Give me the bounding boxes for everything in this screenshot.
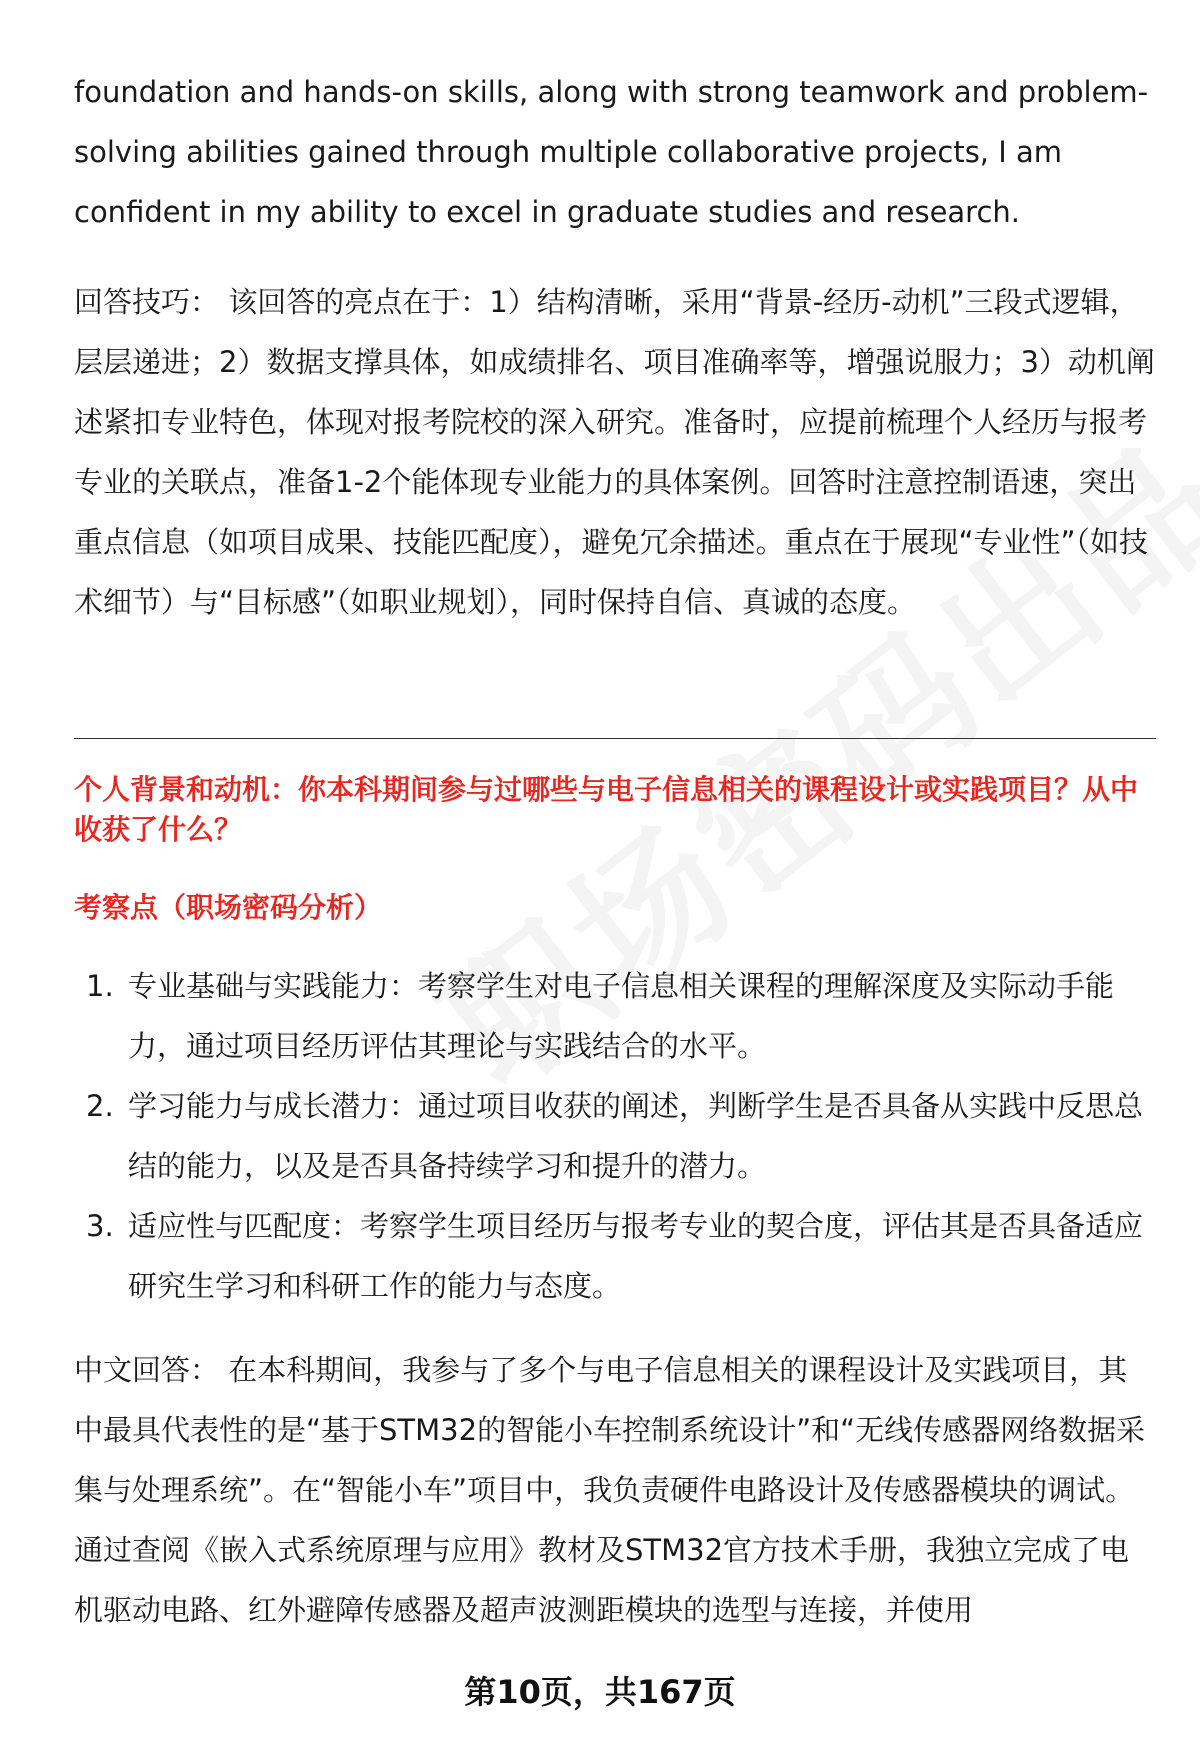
list-item-number: 3.	[86, 1209, 114, 1243]
list-item	[74, 956, 1156, 1076]
page-footer: 第10页，共167页	[464, 1673, 736, 1711]
tips-label: 回答技巧：	[74, 285, 220, 319]
list-item-text: 专业基础与实践能力：考察学生对电子信息相关课程的理解深度及实际动手能力，通过项目经历评估其理论与实践结合的水平。	[128, 969, 1115, 1063]
intro-paragraph: foundation and hands-on skills, along with strong teamwork and problem-solving abilities gained through multiple collaborative projects, I am confident in my ability to excel in graduate studies and research.	[74, 75, 1149, 229]
question-title: 个人背景和动机：你本科期间参与过哪些与电子信息相关的课程设计或实践项目？从中收获了什么？	[74, 773, 1139, 846]
answer-label: 中文回答：	[74, 1353, 220, 1387]
list-item-number: 1.	[86, 969, 114, 1003]
list-item	[74, 1076, 1156, 1196]
list-item-number: 2.	[86, 1089, 114, 1123]
assessment-list	[74, 956, 1156, 1316]
answer-paragraph	[74, 1340, 1156, 1640]
list-item-text: 适应性与匹配度：考察学生项目经历与报考专业的契合度，评估其是否具备适应研究生学习和科研工作的能力与态度。	[128, 1209, 1144, 1303]
assessment-heading: 考察点（职场密码分析）	[74, 891, 383, 924]
answer-text: 在本科期间，我参与了多个与电子信息相关的课程设计及实践项目，其中最具代表性的是“基于STM32的智能小车控制系统设计”和“无线传感器网络数据采集与处理系统”。在“智能小车”项目中，我负责硬件电路设计及传感器模块的调试。通过查阅《嵌入式系统原理与应用》教材及STM32官方技术手册，我独立完成了电机驱动电路、红外避障传感器及超声波测距模块的选型与连接，并使用	[74, 1353, 1146, 1627]
tips-text: 该回答的亮点在于：1）结构清晰，采用“背景-经历-动机”三段式逻辑，层层递进；2）数据支撑具体，如成绩排名、项目准确率等，增强说服力；3）动机阐述紧扣专业特色，体现对报考院校的深入研究。准备时，应提前梳理个人经历与报考专业的关联点，准备1-2个能体现专业能力的具体案例。回答时注意控制语速，突出重点信息（如项目成果、技能匹配度），避免冗余描述。重点在于展现“专业性”（如技术细节）与“目标感”（如职业规划），同时保持自信、真诚的态度。	[74, 285, 1155, 619]
tips-paragraph	[74, 272, 1156, 632]
list-item	[74, 1196, 1156, 1316]
section-divider	[74, 738, 1156, 739]
list-item-text: 学习能力与成长潜力：通过项目收获的阐述，判断学生是否具备从实践中反思总结的能力，以及是否具备持续学习和提升的潜力。	[128, 1089, 1144, 1183]
